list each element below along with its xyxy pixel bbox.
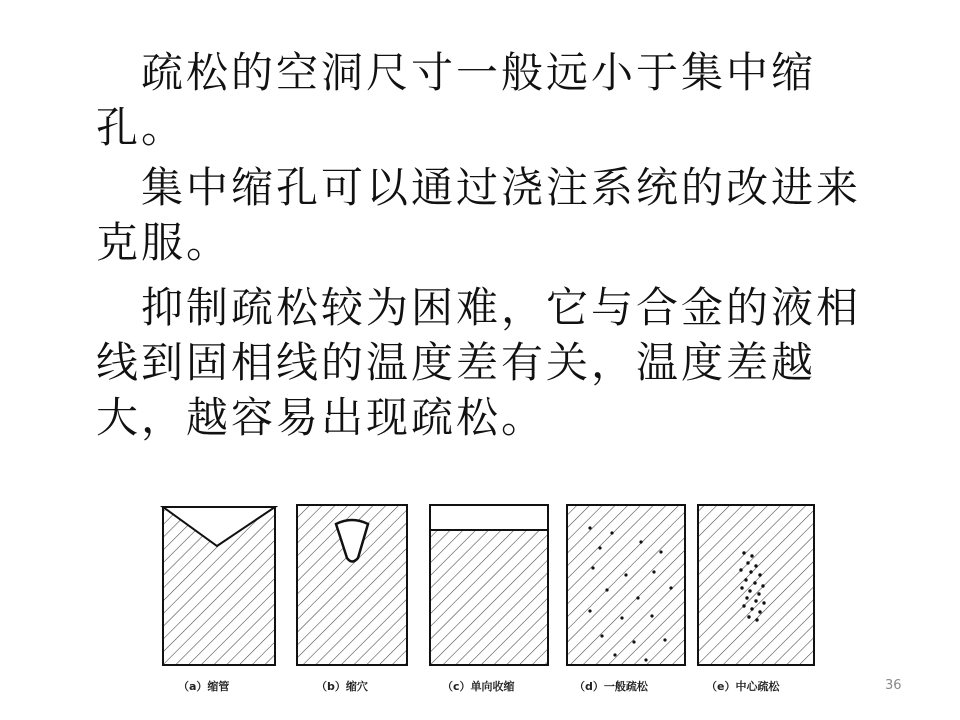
pore-dot — [639, 540, 642, 543]
pore-dot — [755, 618, 758, 621]
top-shrink-band — [430, 505, 548, 530]
pore-dot — [742, 604, 745, 607]
pore-dot — [758, 610, 761, 613]
pore-dot — [636, 596, 639, 599]
caption-d: （d）一般疏松 — [574, 680, 648, 693]
pore-dot — [758, 573, 761, 576]
pore-dot — [747, 615, 750, 618]
panel-c-unidirectional — [430, 505, 548, 665]
pore-dot — [761, 584, 764, 587]
pore-dot — [746, 561, 749, 564]
pore-dot — [739, 568, 742, 571]
panel-e-center-porosity — [698, 505, 814, 665]
pore-dot — [605, 588, 608, 591]
pore-dot — [632, 640, 635, 643]
pore-dot — [749, 570, 752, 573]
pore-dot — [742, 551, 745, 554]
panel-a-pipe — [163, 507, 275, 665]
pore-dot — [754, 599, 757, 602]
pore-dot — [620, 616, 623, 619]
pore-dot — [613, 653, 616, 656]
pore-dot — [753, 581, 756, 584]
pore-dot — [659, 550, 662, 553]
pore-dot — [663, 638, 666, 641]
pore-dot — [745, 596, 748, 599]
caption-e: （e）中心疏松 — [706, 680, 780, 693]
pore-dot — [669, 586, 672, 589]
pore-dot — [750, 607, 753, 610]
pore-dot — [650, 614, 653, 617]
pore-dot — [591, 566, 594, 569]
paragraph-2: 集中缩孔可以通过浇注系统的改进来克服。 — [96, 163, 862, 267]
panel-d-general-porosity — [567, 505, 685, 665]
pore-dot — [598, 546, 601, 549]
pore-dot — [740, 586, 743, 589]
pore-dot — [624, 573, 627, 576]
pore-dot — [644, 658, 647, 661]
pore-dot — [750, 554, 753, 557]
pore-dot — [757, 592, 760, 595]
pore-dot — [652, 570, 655, 573]
pore-dot — [610, 531, 613, 534]
pore-dot — [588, 609, 591, 612]
caption-a: （a）缩管 — [178, 680, 230, 693]
page-number: 36 — [885, 678, 902, 693]
pore-dot — [744, 578, 747, 581]
caption-b: （b）缩穴 — [316, 680, 368, 693]
caption-c: （c）单向收缩 — [442, 680, 515, 693]
panel-b-cavity — [297, 505, 407, 665]
pore-dot — [754, 564, 757, 567]
pore-dot — [762, 601, 765, 604]
pore-dot — [748, 589, 751, 592]
pore-dot — [600, 634, 603, 637]
pore-dot — [588, 526, 591, 529]
paragraph-1: 疏松的空洞尺寸一般远小于集中缩孔。 — [96, 48, 817, 152]
paragraph-3: 抑制疏松较为困难，它与合金的液相线到固相线的温度差有关，温度差越大，越容易出现疏松。 — [96, 283, 862, 442]
